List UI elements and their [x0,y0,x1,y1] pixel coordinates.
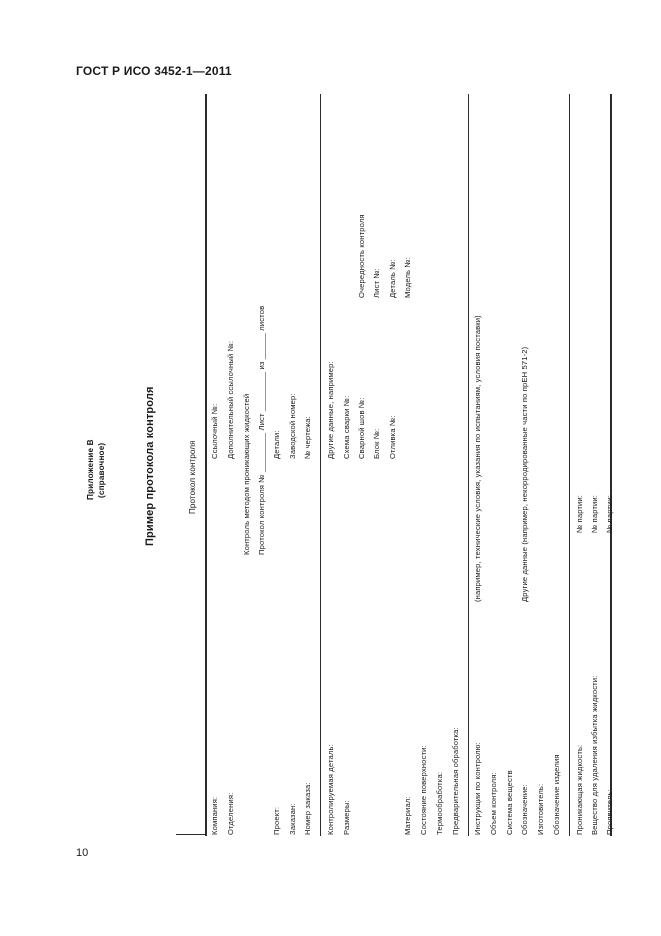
field-additional-reference-no: Дополнительный ссылочный №: [226,340,235,459]
page-number: 10 [76,847,89,859]
standard-header: ГОСТ Р ИСО 3452-1—2011 [76,64,232,78]
protocol-title: Протокол контроля [188,440,197,514]
field-batch-1: № партии: [575,494,584,533]
field-developer: Проявитель: [605,789,614,835]
field-product-designation: Обозначение изделия [552,754,561,835]
field-weld-scheme: Схема сварки №: [342,395,351,459]
field-company: Компания: [210,796,219,835]
field-other-data-2: Другие данные (например, некорродированные части по прЕН 571-2) [520,346,529,602]
field-casting: Отливка №: [388,415,397,459]
field-order-number: Номер заказа: [303,782,312,835]
table-bottom-rule [610,94,612,836]
field-other-data: Другие данные, например: [326,361,335,459]
field-dimensions: Размеры: [342,800,351,835]
annex-subtitle: (справочное) [97,442,106,498]
field-scope: Объем контроля: [489,772,498,835]
title-separator [176,834,205,835]
field-remover: Вещество для удаления избытка жидкости: [590,675,599,835]
field-reference-no: Ссылочный №: [210,403,219,459]
field-department: Отделения: [226,792,235,835]
field-batch-2: № партии: [590,494,599,533]
field-control-method: Контроль методом проникающих жидкостей [242,393,251,555]
annex-title: Приложение В [86,439,95,500]
field-batch-3: № партии: [605,494,614,533]
field-designation: Обозначение: [520,784,529,835]
field-manufacturer: Изготовитель: [536,783,545,835]
field-detail: Деталь №: [388,259,397,298]
field-model: Модель №: [403,257,412,298]
field-factory-number: Заводской номер: [288,393,297,459]
field-heat-treatment: Термообработка: [435,771,444,835]
example-title: Пример протокола контроля [144,386,156,546]
section-rule-1 [320,94,321,836]
field-surface-condition: Состояние поверхности: [419,745,428,835]
table-top-rule [205,94,207,836]
field-penetrant: Проникающая жидкость: [575,744,584,835]
field-controlled-part: Контролируемая деталь: [326,744,335,835]
field-instructions: Инструкции по контролю: [473,742,482,835]
field-sheet: Лист №: [372,268,381,298]
field-drawing-no: № чертежа: [303,416,312,459]
field-customer: Заказан: [288,803,297,835]
field-block: Блок №: [372,428,381,459]
field-inspection-order: Очередность контроля [357,214,366,298]
section-rule-3 [569,94,570,836]
field-protocol-no: Протокол контроля № _________ Лист _________ из ______ листов [257,305,266,555]
field-weld-seam: Сварной шов №: [357,397,366,459]
field-material: Материал: [403,796,412,835]
field-system: Система веществ [505,770,514,835]
section-rule-2 [468,94,469,836]
field-instructions-note: (например, технические условия, указания по испытаниям, условия поставки) [473,315,482,602]
field-pre-treatment: Предварительная обработка: [451,727,460,835]
field-project: Проект: [272,806,281,835]
field-details: Детали: [272,430,281,459]
